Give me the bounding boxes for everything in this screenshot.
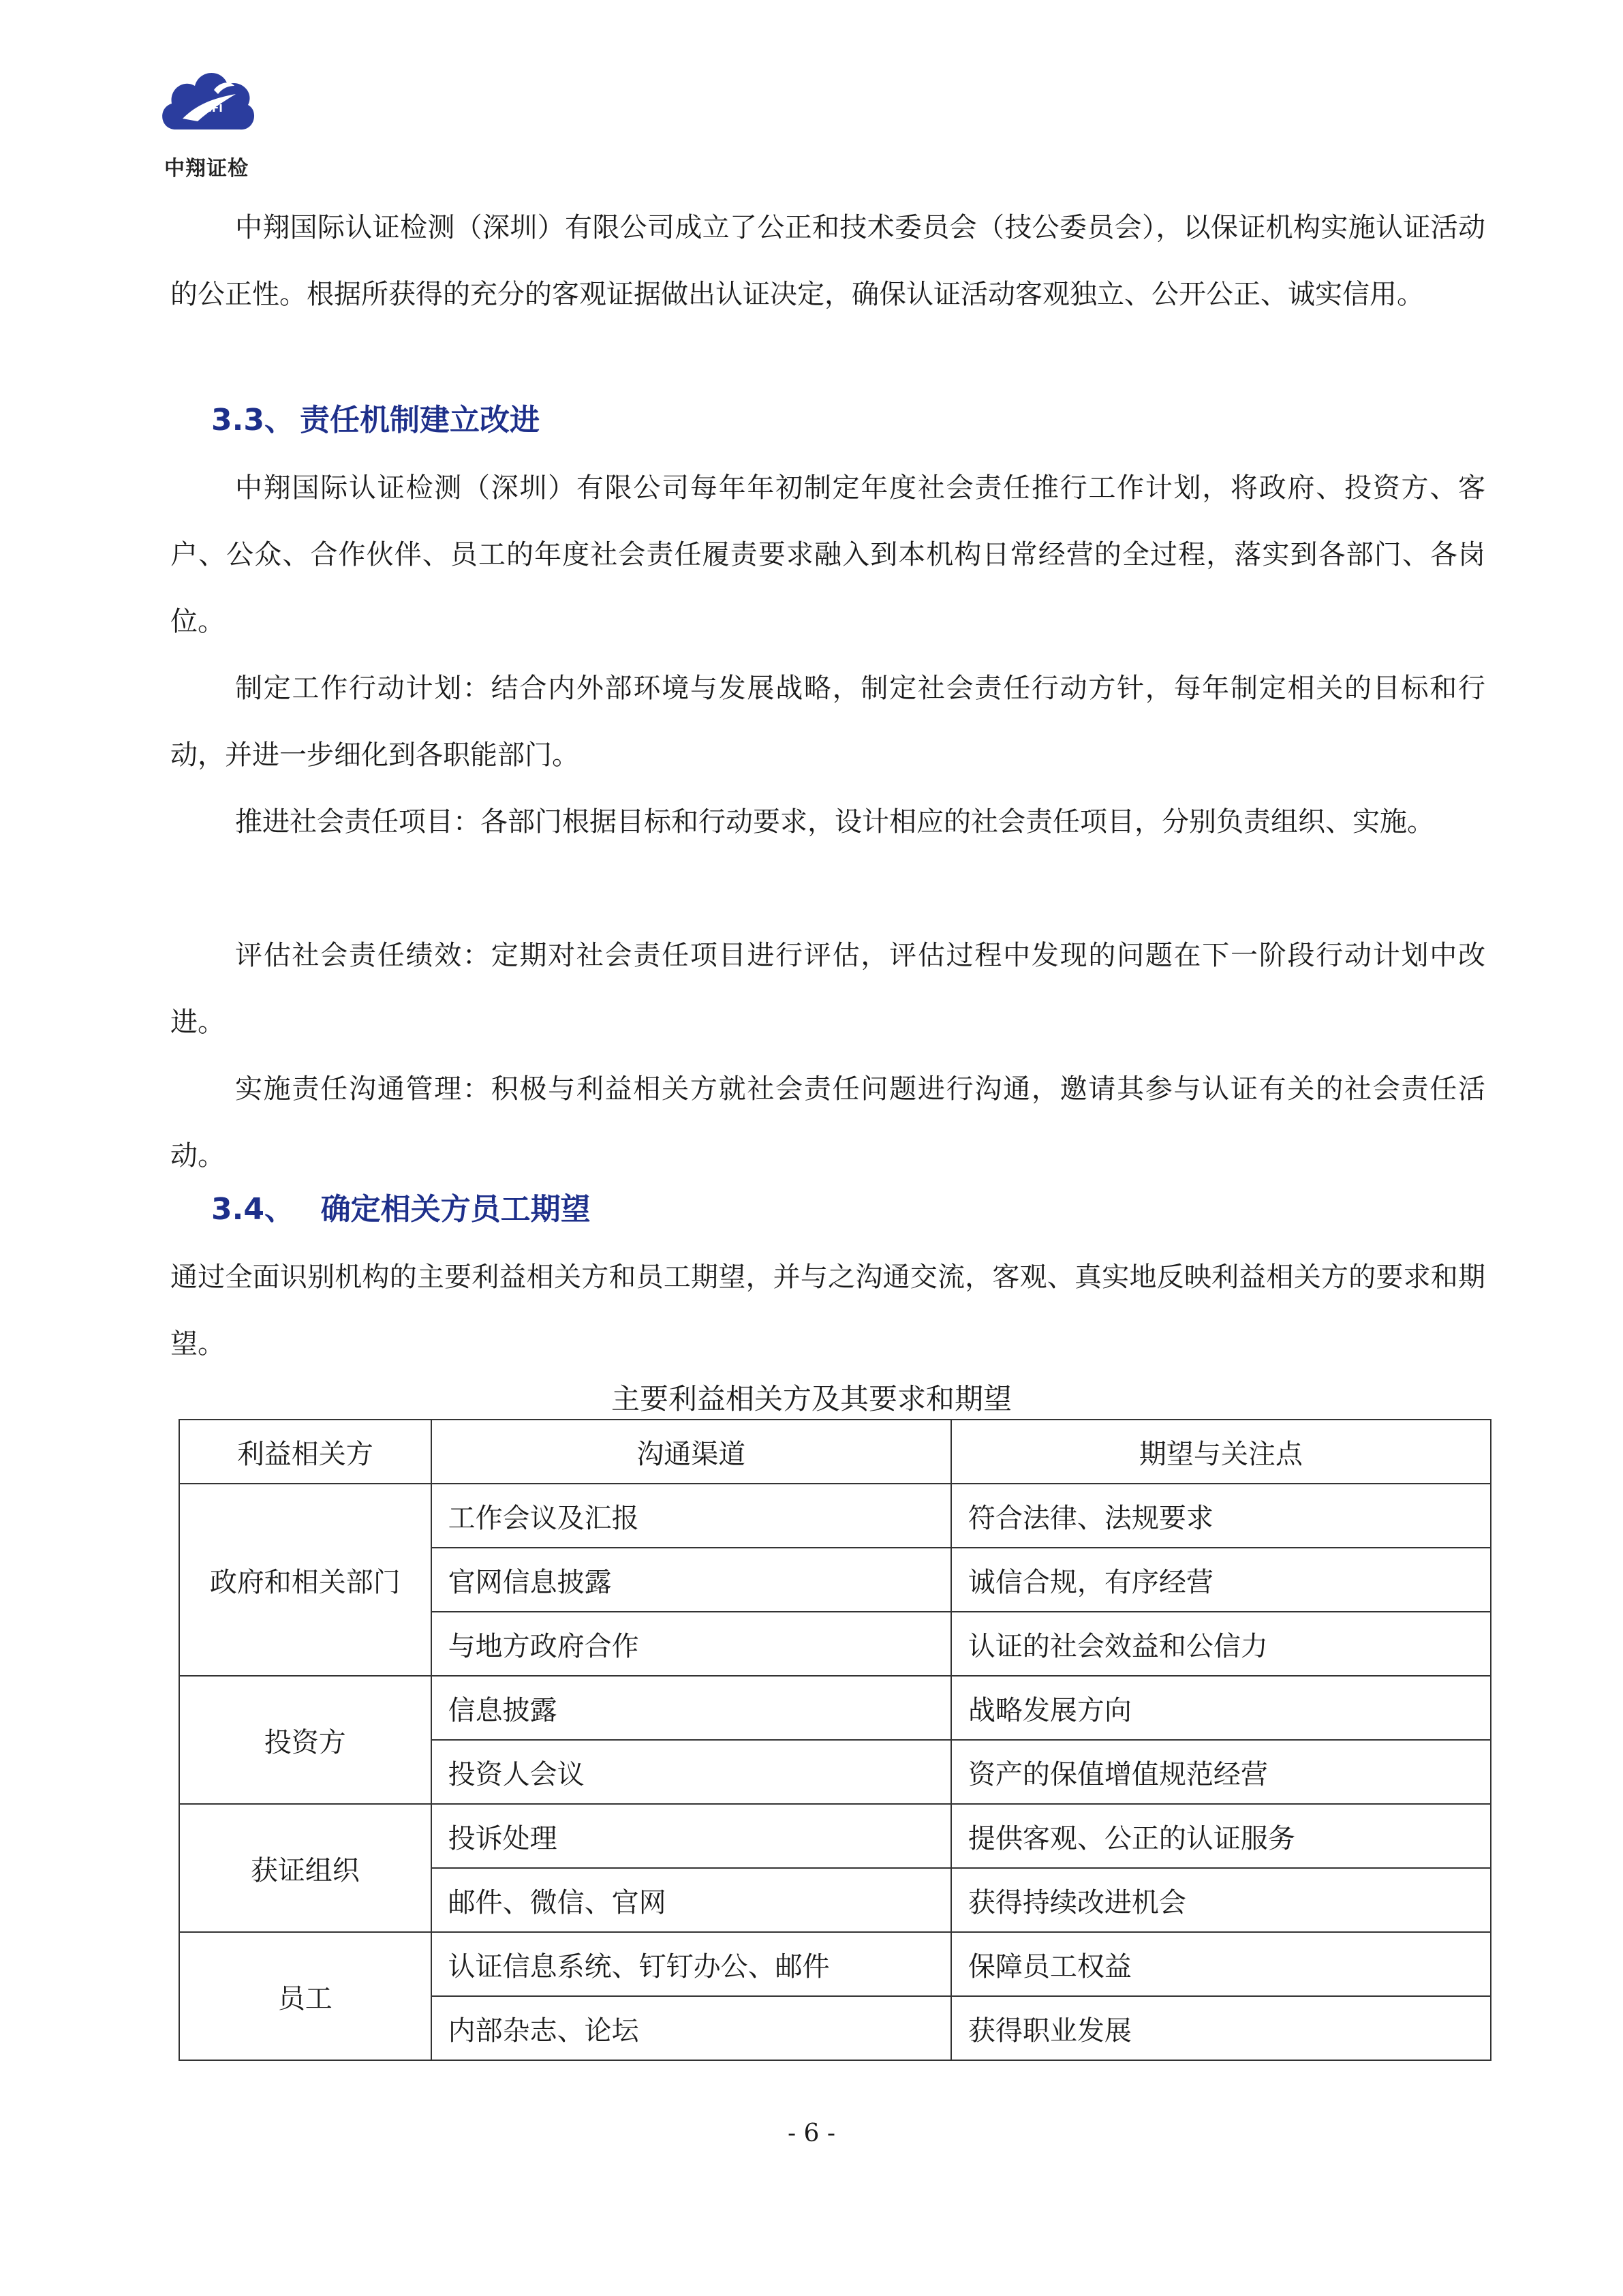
intro-paragraph: 中翔国际认证检测（深圳）有限公司成立了公正和技术委员会（技公委员会），以保证机构实施认证活动的公正性。根据所获得的充分的客观证据做出认证决定，确保认证活动客观独立、公开公正、诚实信用。	[170, 212, 1485, 310]
header-channel: 沟通渠道	[431, 1420, 951, 1484]
svg-text:CFI: CFI	[204, 102, 223, 114]
page-number: - 6 -	[787, 2119, 836, 2147]
table-header-row	[179, 1420, 1491, 1484]
section-3-3-paragraph-2: 制定工作行动计划：结合内外部环境与发展战略，制定社会责任行动方针，每年制定相关的目标和行动，并进一步细化到各职能部门。	[170, 673, 1485, 771]
expectation-cell: 战略发展方向	[951, 1676, 1491, 1740]
table-row	[179, 1804, 1491, 1868]
stakeholder-cell: 投资方	[179, 1676, 431, 1804]
channel-cell: 信息披露	[431, 1676, 951, 1740]
section-3-4-title: 确定相关方员工期望	[320, 1192, 591, 1227]
channel-cell: 工作会议及汇报	[431, 1484, 951, 1548]
expectation-cell: 获得职业发展	[951, 1996, 1491, 2060]
channel-cell: 官网信息披露	[431, 1548, 951, 1612]
company-logo	[155, 63, 258, 179]
section-3-4-heading	[211, 1189, 591, 1230]
cloud-bird-logo-icon	[155, 63, 258, 148]
expectation-cell: 诚信合规，有序经营	[951, 1548, 1491, 1612]
header-expectation: 期望与关注点	[951, 1420, 1491, 1484]
expectation-cell: 符合法律、法规要求	[951, 1484, 1491, 1548]
channel-cell: 投诉处理	[431, 1804, 951, 1868]
channel-cell: 认证信息系统、钉钉办公、邮件	[431, 1932, 951, 1996]
section-3-3-title: 责任机制建立改进	[299, 403, 540, 438]
table-caption: 主要利益相关方及其要求和期望	[610, 1382, 1012, 1415]
table-row	[179, 1676, 1491, 1740]
section-3-3-heading	[211, 400, 540, 441]
expectation-cell: 认证的社会效益和公信力	[951, 1612, 1491, 1676]
section-3-3-paragraph-3: 推进社会责任项目：各部门根据目标和行动要求，设计相应的社会责任项目，分别负责组织、实施。	[235, 806, 1434, 838]
channel-cell: 投资人会议	[431, 1740, 951, 1804]
section-3-3-paragraph-1: 中翔国际认证检测（深圳）有限公司每年年初制定年度社会责任推行工作计划，将政府、投资方、客户、公众、合作伙伴、员工的年度社会责任履责要求融入到本机构日常经营的全过程，落实到各部门、各岗位。	[170, 472, 1485, 637]
channel-cell: 邮件、微信、官网	[431, 1868, 951, 1932]
expectation-cell: 资产的保值增值规范经营	[951, 1740, 1491, 1804]
section-3-3-paragraph-5: 实施责任沟通管理：积极与利益相关方就社会责任问题进行沟通，邀请其参与认证有关的社会责任活动。	[170, 1073, 1485, 1172]
section-3-3-number: 3.3、	[211, 403, 294, 438]
expectation-cell: 保障员工权益	[951, 1932, 1491, 1996]
expectation-cell: 提供客观、公正的认证服务	[951, 1804, 1491, 1868]
logo-name: 中翔证检	[164, 157, 249, 181]
section-3-3-paragraph-4: 评估社会责任绩效：定期对社会责任项目进行评估，评估过程中发现的问题在下一阶段行动计划中改进。	[170, 940, 1485, 1038]
stakeholder-cell: 政府和相关部门	[179, 1484, 431, 1676]
stakeholder-table	[179, 1419, 1491, 2061]
stakeholder-cell: 获证组织	[179, 1804, 431, 1932]
expectation-cell: 获得持续改进机会	[951, 1868, 1491, 1932]
section-3-4-number: 3.4、	[211, 1192, 294, 1227]
section-3-4-paragraph: 通过全面识别机构的主要利益相关方和员工期望，并与之沟通交流，客观、真实地反映利益相关方的要求和期望。	[170, 1261, 1485, 1360]
stakeholder-cell: 员工	[179, 1932, 431, 2060]
table-row	[179, 1932, 1491, 1996]
table-row	[179, 1484, 1491, 1548]
channel-cell: 内部杂志、论坛	[431, 1996, 951, 2060]
header-stakeholder: 利益相关方	[179, 1420, 431, 1484]
channel-cell: 与地方政府合作	[431, 1612, 951, 1676]
